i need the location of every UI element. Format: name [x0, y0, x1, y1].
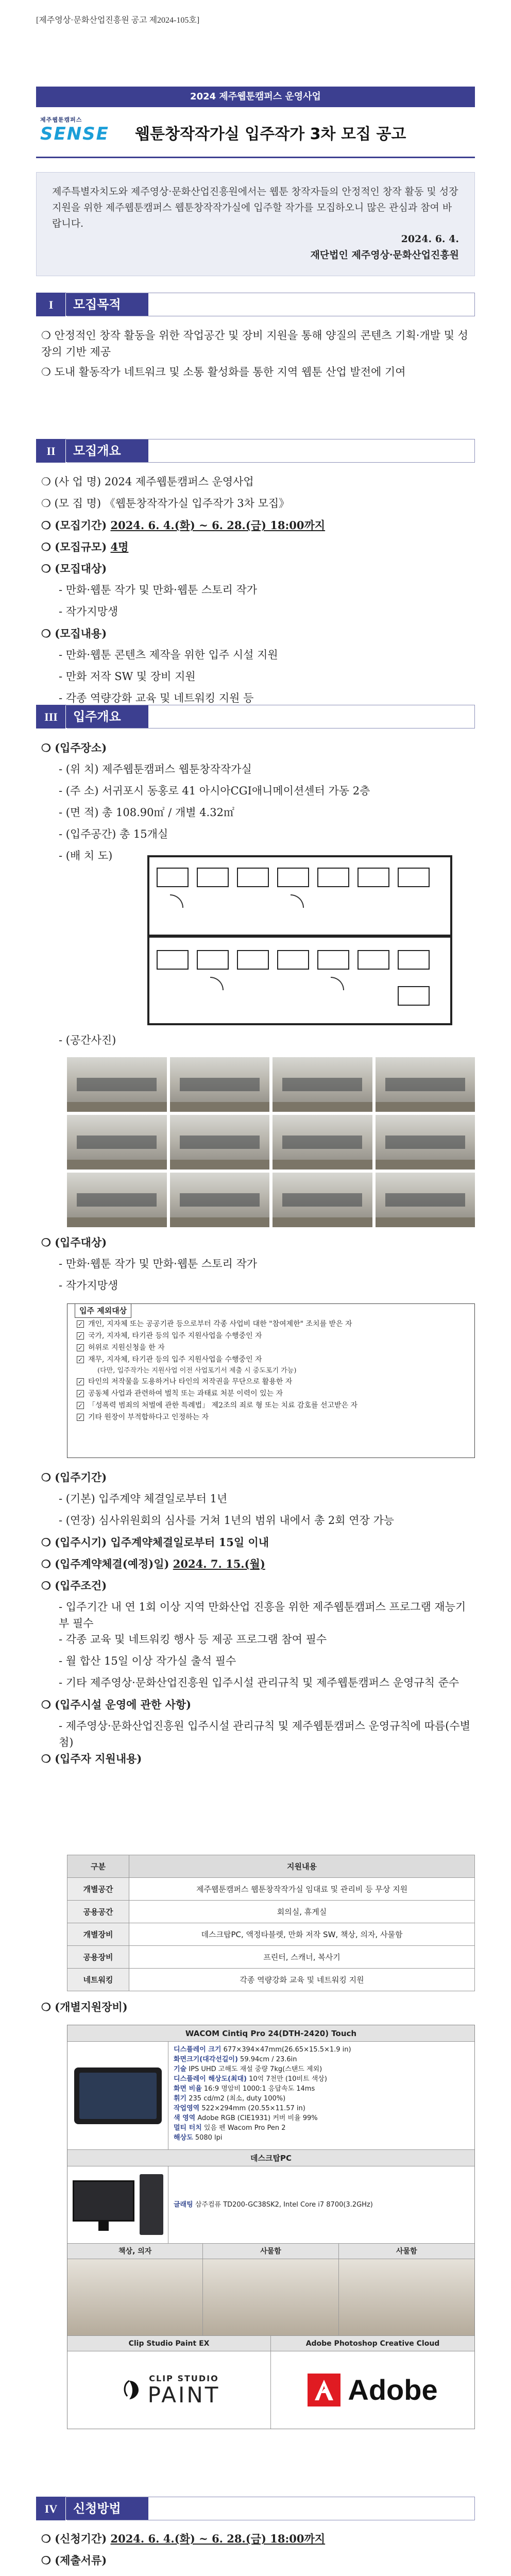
- apply-period-value: 2024. 6. 4.(화) ~ 6. 28.(금) 18:00까지: [110, 2532, 326, 2545]
- spec-line: [174, 2104, 469, 2113]
- furniture-caption: 책상, 의자: [67, 2244, 202, 2259]
- spec-key: 글래팅: [174, 2201, 193, 2209]
- floor-plan-room: [277, 950, 309, 970]
- space-photo: [67, 1057, 167, 1112]
- exclusion-text: 타인의 저작물을 도용하거나 타인의 저작권을 무단으로 활용한 자: [88, 1378, 293, 1386]
- table-cell: 네트워킹: [67, 1969, 129, 1991]
- furniture-caption: 사물함: [203, 2244, 338, 2259]
- section-title: 입주개요: [66, 705, 148, 728]
- spec-value: 522×294mm (20.55×11.57 in): [201, 2105, 305, 2112]
- apply-list: [41, 2531, 475, 2574]
- spec-line: [174, 2133, 469, 2143]
- adobe-logo: [271, 2351, 474, 2429]
- software-cell: [271, 2336, 474, 2429]
- equipment-table: [67, 2025, 475, 2429]
- apply-period-label: ❍ (신청기간): [41, 2532, 111, 2545]
- tablet-icon: [74, 2067, 162, 2124]
- table-row: [67, 1901, 475, 1923]
- floor-plan-room: [157, 950, 189, 970]
- spec-key: 해상도: [174, 2134, 193, 2142]
- table-cell: 개별공간: [67, 1878, 129, 1901]
- exclusion-item: [77, 1388, 465, 1400]
- space-photo-label: - (공간사진): [59, 1034, 116, 1046]
- exclusion-text: 기타 원장이 부적합하다고 인정하는 자: [88, 1413, 209, 1421]
- door-icon: [291, 894, 304, 908]
- adobe-word: Adobe: [348, 2374, 438, 2406]
- space-photo: [170, 1057, 270, 1112]
- overview-list: [41, 474, 475, 712]
- door-icon: [210, 977, 224, 990]
- overview-project: ❍ (사 업 명) 2024 제주웹툰캠퍼스 운영사업: [41, 476, 254, 488]
- spec-value: 삼주컴퓨 TD200-GC38SK2, Intel Core i7 8700(3.2GHz): [195, 2201, 373, 2209]
- occupancy-condition-label: ❍ (입주조건): [41, 1579, 107, 1592]
- desk-chair-photo: [67, 2259, 202, 2335]
- check-icon: ✓: [77, 1320, 83, 1328]
- space-photo: [376, 1115, 475, 1170]
- table-cell: 공용장비: [67, 1946, 129, 1969]
- space-photo: [376, 1057, 475, 1112]
- space-photo: [376, 1173, 475, 1227]
- apply-period: [41, 2531, 475, 2552]
- spec-key: 화면크기(대각선길이): [174, 2056, 238, 2063]
- section-title: 모집개요: [66, 439, 148, 462]
- overview-content: - 만화·웹툰 콘텐츠 제작을 위한 입주 시설 지원: [59, 649, 278, 661]
- spec-key: 작업영역: [174, 2105, 200, 2112]
- spec-key: 색 영역: [174, 2114, 196, 2122]
- intro-text: 제주특별자치도와 제주영상·문화산업진흥원에서는 웹툰 창작자들의 안정적인 창작 활동 및 성장 지원을 위한 제주웹툰캠퍼스 웹툰창작작가실에 입주할 작가를 모집하오니 많은 관심과 참여 바랍니다.: [52, 186, 458, 229]
- spec-value: 있음 펜 Wacom Pro Pen 2: [203, 2124, 286, 2132]
- overview-scale-value: 4명: [110, 540, 129, 553]
- contract-date-value: 2024. 7. 15.(월): [173, 1557, 265, 1570]
- intro-box: [36, 172, 475, 276]
- overview-content: - 각종 역량강화 교육 및 네트워킹 지원 등: [59, 692, 254, 704]
- floor-plan-corridor-wall: [149, 935, 450, 938]
- exclusion-item: [77, 1354, 465, 1366]
- clip-studio-icon: [118, 2379, 141, 2401]
- table-row: [67, 1878, 475, 1901]
- support-label: ❍ (입주자 지원내용): [41, 1752, 142, 1765]
- furniture-cell: [67, 2244, 203, 2335]
- check-icon: ✓: [77, 1344, 83, 1351]
- exclusion-item: [77, 1342, 465, 1354]
- space-photo: [272, 1173, 372, 1227]
- space-photo: [272, 1115, 372, 1170]
- software-cell: [67, 2336, 271, 2429]
- spec-value: IPS UHD 고해도 재설 중량 7kg(스탠드 제외): [189, 2065, 322, 2073]
- furniture-cell: [203, 2244, 338, 2335]
- occupancy-start-value: 입주계약체결일로부터 15일 이내: [110, 1536, 269, 1549]
- occupancy-target-item: - 작가지망생: [59, 1279, 118, 1292]
- purpose-item: ❍ 안정적인 창작 활동을 위한 작업공간 및 장비 지원을 통해 양질의 콘텐츠 기획·개발 및 성장의 기반 제공: [41, 329, 468, 358]
- table-cell: 회의실, 휴게실: [129, 1901, 475, 1923]
- spec-line: [174, 2074, 469, 2084]
- exclusion-text: 「성폭력 범죄의 처벌에 관한 특례법」 제2조의 죄로 형 또는 치료 감호를 선고받은 자: [88, 1401, 358, 1410]
- floor-plan-room: [157, 868, 189, 887]
- title-divider: [36, 157, 475, 158]
- overview-content-label: ❍ (모집내용): [41, 627, 107, 640]
- tablet-specs: [168, 2042, 474, 2149]
- check-icon: ✓: [77, 1414, 83, 1421]
- floor-plan: [147, 855, 452, 1025]
- spec-value: 10억 7천만 (10비트 색상): [249, 2075, 327, 2083]
- spec-value: 16:9 명암비 1000:1 응답속도 14ms: [203, 2085, 315, 2093]
- exclusion-text: 공동체 사업과 관련하여 벌칙 또는 과태료 처분 이력이 있는 자: [88, 1389, 283, 1398]
- check-icon: ✓: [77, 1378, 83, 1385]
- table-header: 지원내용: [129, 1855, 475, 1878]
- space-photo: [170, 1173, 270, 1227]
- place-details: [41, 740, 475, 870]
- equipment-heading: [41, 1999, 475, 2021]
- spec-key: 디스플레이 크기: [174, 2046, 222, 2054]
- floor-plan-room: [237, 868, 269, 887]
- place-item: - (입주공간) 총 15개실: [59, 828, 168, 840]
- spec-key: 디스플레이 해상도(최대): [174, 2075, 247, 2083]
- facility-rule-label: ❍ (입주시설 운영에 관한 사항): [41, 1698, 192, 1711]
- floor-plan-room: [237, 950, 269, 970]
- exclusion-box: [67, 1303, 475, 1458]
- check-icon: ✓: [77, 1402, 83, 1409]
- overview-period-label: ❍ (모집기간): [41, 519, 111, 532]
- furniture-cell: [339, 2244, 474, 2335]
- floor-plan-room: [357, 868, 389, 887]
- intro-organization: 재단법인 제주영상·문화산업진흥원: [310, 249, 459, 261]
- space-photo: [67, 1115, 167, 1170]
- spec-value: 677×394×47mm(26.65×15.5×1.9 in): [223, 2046, 351, 2054]
- adobe-icon: [308, 2374, 340, 2406]
- brand-name-small: 제주웹툰캠퍼스: [40, 116, 82, 123]
- page-title: 웹툰창작작가실 입주작가 3차 모집 공고: [135, 125, 406, 143]
- spec-value: 5080 lpi: [195, 2134, 223, 2142]
- occupancy-condition: - 월 합산 15일 이상 작가실 출석 필수: [59, 1655, 236, 1667]
- occupancy-target: [41, 1234, 475, 1299]
- space-photo: [272, 1057, 372, 1112]
- check-icon: ✓: [77, 1356, 83, 1363]
- place-item: - (위 치) 제주웹툰캠퍼스 웹툰창작작가실: [59, 763, 252, 775]
- clip-studio-logo: [67, 2351, 270, 2429]
- occupancy-condition: - 기타 제주영상·문화산업진흥원 입주시설 관리규칙 및 제주웹툰캠퍼스 운영규칙 준수: [59, 1676, 459, 1689]
- exclusion-text: 재무, 지자체, 타기관 등의 입주 지원사업을 수행중인 자: [88, 1355, 262, 1364]
- spec-key: 화면 비율: [174, 2085, 202, 2093]
- spec-key: 휘기: [174, 2095, 187, 2103]
- spec-line: [174, 2084, 469, 2094]
- table-row: [67, 1946, 475, 1969]
- occupancy-target-item: - 만화·웹툰 작가 및 만화·웹툰 스토리 작가: [59, 1258, 258, 1270]
- pc-row: [67, 2166, 474, 2244]
- contract-date-label: ❍ (입주계약체결(예정)일): [41, 1557, 173, 1570]
- tablet-title: WACOM Cintiq Pro 24(DTH-2420) Touch: [67, 2025, 474, 2042]
- place-label: ❍ (입주장소): [41, 741, 107, 754]
- overview-scale: [41, 539, 475, 561]
- spec-key: 기술: [174, 2065, 187, 2073]
- facility-rule-text: - 제주영상·문화산업진흥원 입주시설 관리규칙 및 제주웹툰캠퍼스 운영규칙에 따름(수별첨): [59, 1720, 470, 1749]
- intro-date: 2024. 6. 4.: [401, 233, 459, 245]
- section-header-purpose: [36, 293, 475, 316]
- space-photo: [170, 1115, 270, 1170]
- spec-line: [174, 2113, 469, 2123]
- exclusion-title: 입주 제외대상: [75, 1303, 131, 1318]
- place-item: - (면 적) 총 108.90㎡ / 개별 4.32㎡: [59, 806, 234, 819]
- floor-plan-room: [398, 986, 430, 1006]
- spec-line: [174, 2200, 373, 2210]
- overview-content: - 만화 저작 SW 및 장비 지원: [59, 670, 196, 683]
- table-row: [67, 1923, 475, 1946]
- table-header-row: [67, 1855, 475, 1878]
- exclusion-item: [77, 1318, 465, 1330]
- clip-studio-word: CLIP STUDIO: [149, 2374, 219, 2383]
- exclusion-note: (다만, 입주작가는 지원사업 이전 사업포기서 제출 시 중도포기 가능): [97, 1367, 297, 1375]
- space-photo: [67, 1173, 167, 1227]
- section-header-apply: [36, 2497, 475, 2520]
- floor-plan-room: [398, 950, 430, 970]
- software-caption: Clip Studio Paint EX: [67, 2336, 270, 2351]
- door-icon: [331, 977, 344, 990]
- spec-value: Adobe RGB (CIE1931) 커버 비율 99%: [197, 2114, 318, 2122]
- check-icon: ✓: [77, 1332, 83, 1340]
- section-number: III: [36, 705, 66, 728]
- purpose-item: ❍ 도내 활동작가 네트워크 및 소통 활성화를 통한 지역 웹툰 산업 발전에 기여: [41, 366, 406, 378]
- floor-plan-room: [277, 868, 309, 887]
- occupancy-condition: - 입주기간 내 연 1회 이상 지역 만화산업 진흥을 위한 제주웹툰캠퍼스 프로그램 재능기부 필수: [59, 1601, 466, 1630]
- spec-line: [174, 2094, 469, 2104]
- spec-line: [174, 2064, 469, 2074]
- exclusion-item: [77, 1376, 465, 1388]
- overview-name: ❍ (모 집 명) 《웹툰창작작가실 입주작가 3차 모집》: [41, 497, 290, 510]
- exclusion-item: [77, 1400, 465, 1412]
- floor-plan-room: [317, 868, 349, 887]
- table-cell: 개별장비: [67, 1923, 129, 1946]
- section-title: 신청방법: [66, 2497, 148, 2520]
- overview-period: [41, 517, 475, 539]
- floor-plan-room: [317, 950, 349, 970]
- brand-name-big: SENSE: [40, 124, 109, 144]
- occupancy-contract-date: [41, 1556, 475, 1578]
- exclusion-item: [77, 1412, 465, 1423]
- furniture-row: [67, 2244, 474, 2336]
- section-header-occupancy: [36, 705, 475, 728]
- section-title: 모집목적: [66, 293, 148, 316]
- section-number: I: [36, 293, 66, 316]
- clip-studio-paint-word: PAINT: [147, 2382, 220, 2408]
- software-row: [67, 2336, 474, 2429]
- table-cell: 데스크탑PC, 액정타블렛, 만화 저작 SW, 책상, 의자, 사물함: [129, 1923, 475, 1946]
- spec-line: [174, 2045, 469, 2055]
- exclusion-text: 개인, 지자체 또는 공공기관 등으로부터 각종 사업비 대한 "참여제한" 조치를 받은 자: [88, 1320, 352, 1328]
- furniture-caption: 사물함: [339, 2244, 474, 2259]
- brand-logo: [40, 116, 117, 152]
- spec-line: [174, 2123, 469, 2133]
- occupancy-start: [41, 1534, 475, 1556]
- spec-value: 235 cd/m2 (최소, duty 100%): [189, 2095, 286, 2103]
- spec-key: 멀티 터치: [174, 2124, 202, 2132]
- exclusion-text: 국가, 지자체, 타기관 등의 입주 지원사업을 수행중인 자: [88, 1332, 262, 1340]
- floor-plan-room: [197, 950, 229, 970]
- table-cell: 각종 역량강화 교육 및 네트워킹 지원: [129, 1969, 475, 1991]
- overview-period-value: 2024. 6. 4.(화) ~ 6. 28.(금) 18:00까지: [110, 519, 326, 532]
- overview-scale-label: ❍ (모집규모): [41, 540, 111, 553]
- section-number: IV: [36, 2497, 66, 2520]
- locker-photo: [203, 2259, 338, 2335]
- locker-photo: [339, 2259, 474, 2335]
- apply-docs-label: ❍ (제출서류): [41, 2554, 107, 2567]
- space-photo-grid: [67, 1057, 475, 1227]
- table-row: [67, 1969, 475, 1991]
- overview-target: - 작가지망생: [59, 605, 118, 618]
- spec-line: [174, 2055, 469, 2064]
- occupancy-period-item: - (연장) 심사위원회의 심사를 거쳐 1년의 범위 내에서 총 2회 연장 가능: [59, 1514, 395, 1527]
- place-item: - (배 치 도): [59, 850, 113, 862]
- spec-value: 59.94cm / 23.6in: [240, 2056, 297, 2063]
- door-icon: [170, 894, 183, 908]
- occupancy-period-label: ❍ (입주기간): [41, 1471, 107, 1484]
- floor-plan-room: [197, 868, 229, 887]
- overview-target-label: ❍ (모집대상): [41, 562, 107, 575]
- desktop-pc-icon: [73, 2174, 163, 2236]
- check-icon: ✓: [77, 1390, 83, 1397]
- purpose-list: [41, 328, 475, 386]
- place-item: - (주 소) 서귀포시 동홍로 41 아시아CGI애니메이션센터 가동 2층: [59, 785, 370, 797]
- software-caption: Adobe Photoshop Creative Cloud: [271, 2336, 474, 2351]
- pc-image: [67, 2166, 168, 2243]
- section-number: II: [36, 439, 66, 463]
- equipment-label: ❍ (개별지원장비): [41, 2001, 128, 2013]
- occupancy-start-label: ❍ (입주시기): [41, 1536, 111, 1549]
- exclusion-text: 허위로 지원신청을 한 자: [88, 1344, 165, 1352]
- pc-specs: [168, 2166, 474, 2243]
- occupancy-period-item: - (기본) 입주계약 체결일로부터 1년: [59, 1493, 228, 1505]
- table-header: 구분: [67, 1855, 129, 1878]
- floor-plan-room: [398, 868, 430, 887]
- pc-title: 데스크탑PC: [67, 2150, 474, 2166]
- program-banner: 2024 제주웹툰캠퍼스 운영사업: [36, 87, 475, 107]
- overview-target: - 만화·웹툰 작가 및 만화·웹툰 스토리 작가: [59, 584, 258, 596]
- section-header-overview: [36, 439, 475, 463]
- tablet-row: [67, 2042, 474, 2150]
- table-cell: 제주웹툰캠퍼스 웹툰창작작가실 임대료 및 관리비 등 무상 지원: [129, 1878, 475, 1901]
- floor-plan-room: [357, 950, 389, 970]
- photo-label: [41, 1032, 475, 1054]
- occupancy-target-label: ❍ (입주대상): [41, 1236, 107, 1249]
- table-cell: 공용공간: [67, 1901, 129, 1923]
- occupancy-terms: [41, 1469, 475, 1772]
- support-table: [67, 1855, 475, 1991]
- table-cell: 프린터, 스캐너, 복사기: [129, 1946, 475, 1969]
- exclusion-item: [77, 1330, 465, 1342]
- occupancy-condition: - 각종 교육 및 네트워킹 행사 등 제공 프로그램 참여 필수: [59, 1633, 327, 1646]
- tablet-image: [67, 2042, 168, 2149]
- document-number: [제주영상·문화산업진흥원 공고 제2024-105호]: [36, 16, 200, 25]
